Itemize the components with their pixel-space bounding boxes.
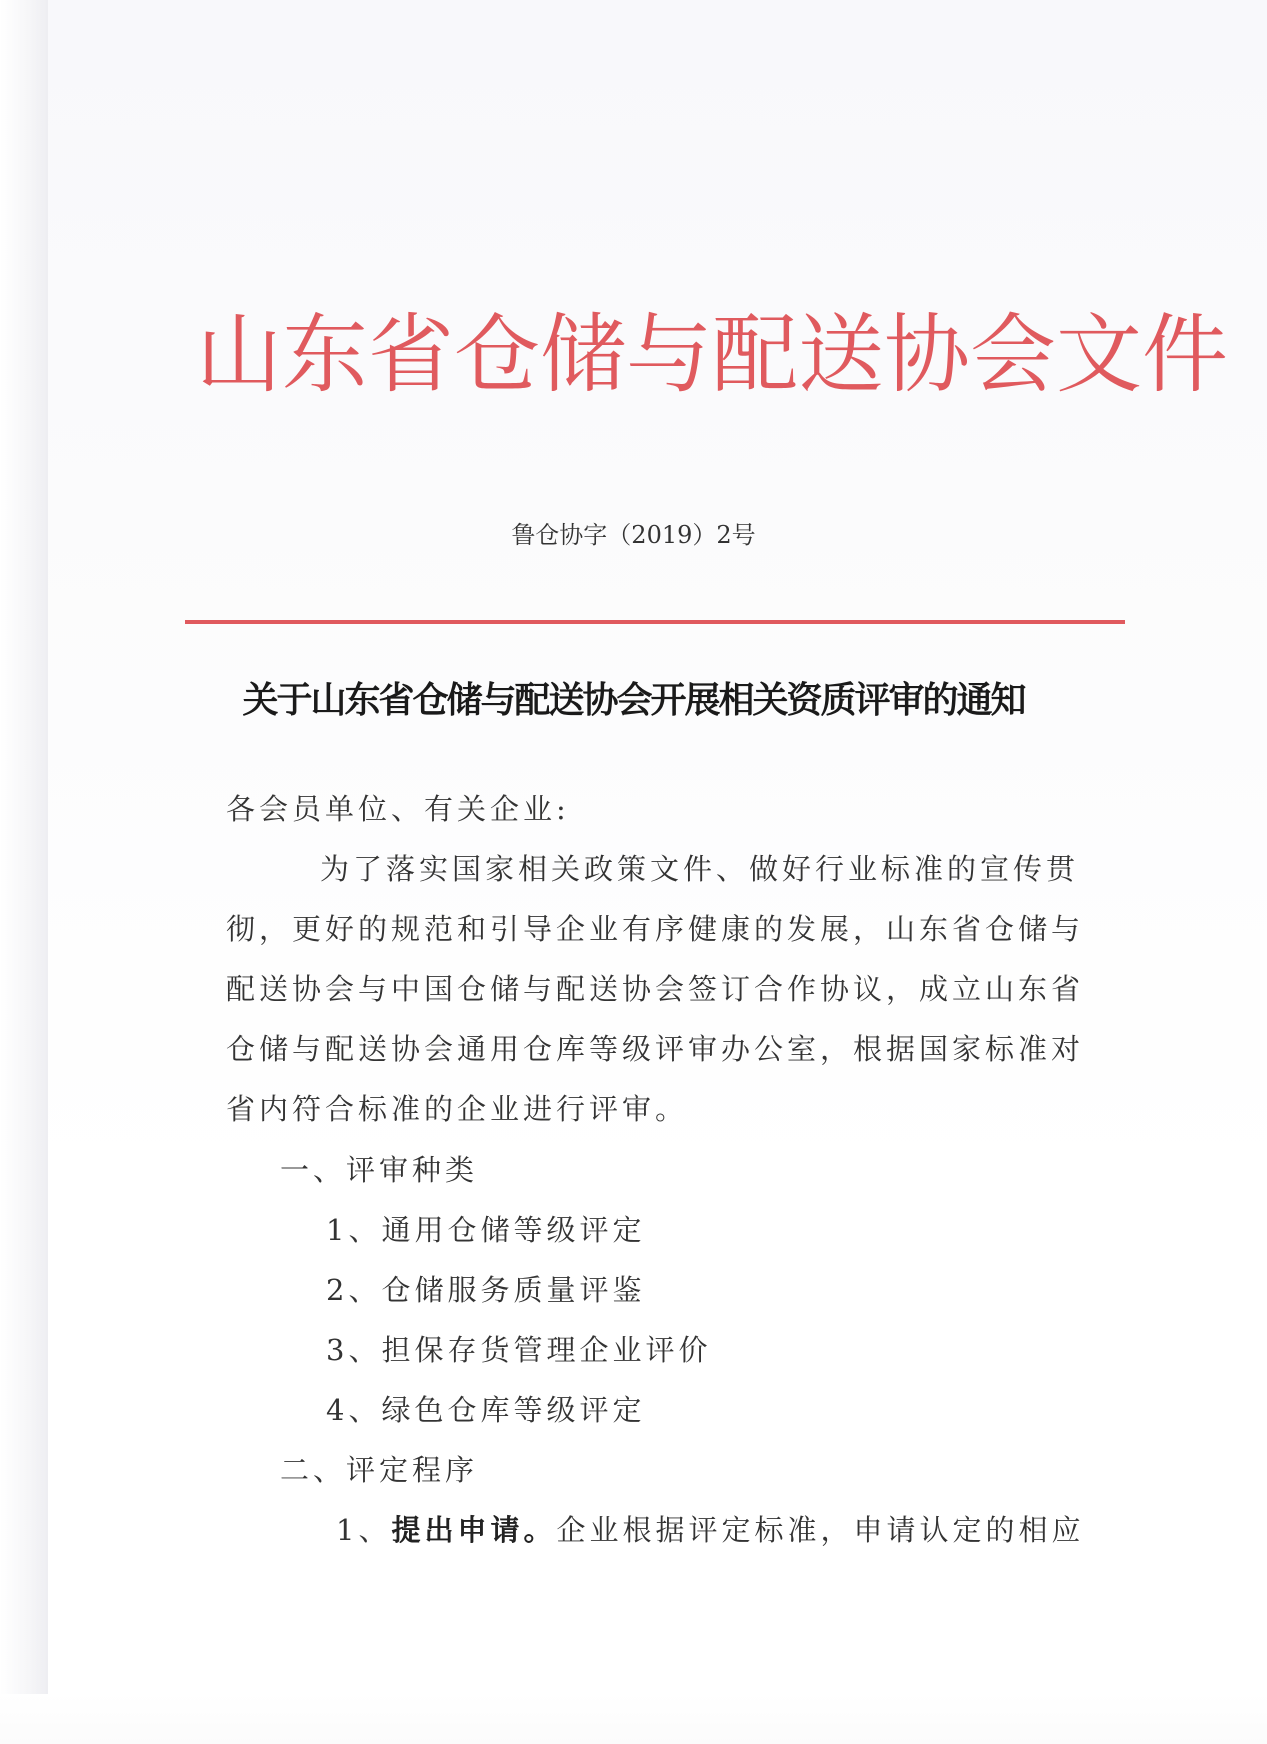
intro-line-5: 省内符合标准的企业进行评审。 <box>226 1092 689 1126</box>
intro-line-4: 仓储与配送协会通用仓库等级评审办公室，根据国家标准对 <box>226 1032 1085 1066</box>
step1-text: 企业根据评定标准，申请认定的相应 <box>556 1513 1085 1547</box>
section1-heading: 一、评审种类 <box>280 1153 479 1187</box>
section1-item-2: 2、仓储服务质量评鉴 <box>326 1273 646 1307</box>
step1-number: 1、 <box>336 1513 392 1547</box>
section1-item-1: 1、通用仓储等级评定 <box>326 1213 646 1247</box>
step1-bold-label: 提出申请。 <box>391 1513 557 1547</box>
intro-line-3: 配送协会与中国仓储与配送协会签订合作协议，成立山东省 <box>226 972 1085 1006</box>
notice-title: 关于山东省仓储与配送协会开展相关资质评审的通知 <box>242 680 1025 721</box>
document-number: 鲁仓协字（2019）2号 <box>511 521 756 549</box>
intro-line-1: 为了落实国家相关政策文件、做好行业标准的宣传贯 <box>320 852 1080 886</box>
red-separator-line <box>185 620 1125 624</box>
scan-edge-bottom <box>0 1694 1267 1744</box>
salutation: 各会员单位、有关企业: <box>226 792 570 826</box>
section1-item-3: 3、担保存货管理企业评价 <box>326 1333 712 1367</box>
masthead-title: 山东省仓储与配送协会文件 <box>196 305 1228 405</box>
intro-line-2: 彻，更好的规范和引导企业有序健康的发展，山东省仓储与 <box>226 912 1085 946</box>
scan-edge-left <box>0 0 48 1744</box>
section2-heading: 二、评定程序 <box>280 1453 479 1487</box>
section2-step1 <box>336 1508 1084 1549</box>
section1-item-4: 4、绿色仓库等级评定 <box>326 1393 646 1427</box>
